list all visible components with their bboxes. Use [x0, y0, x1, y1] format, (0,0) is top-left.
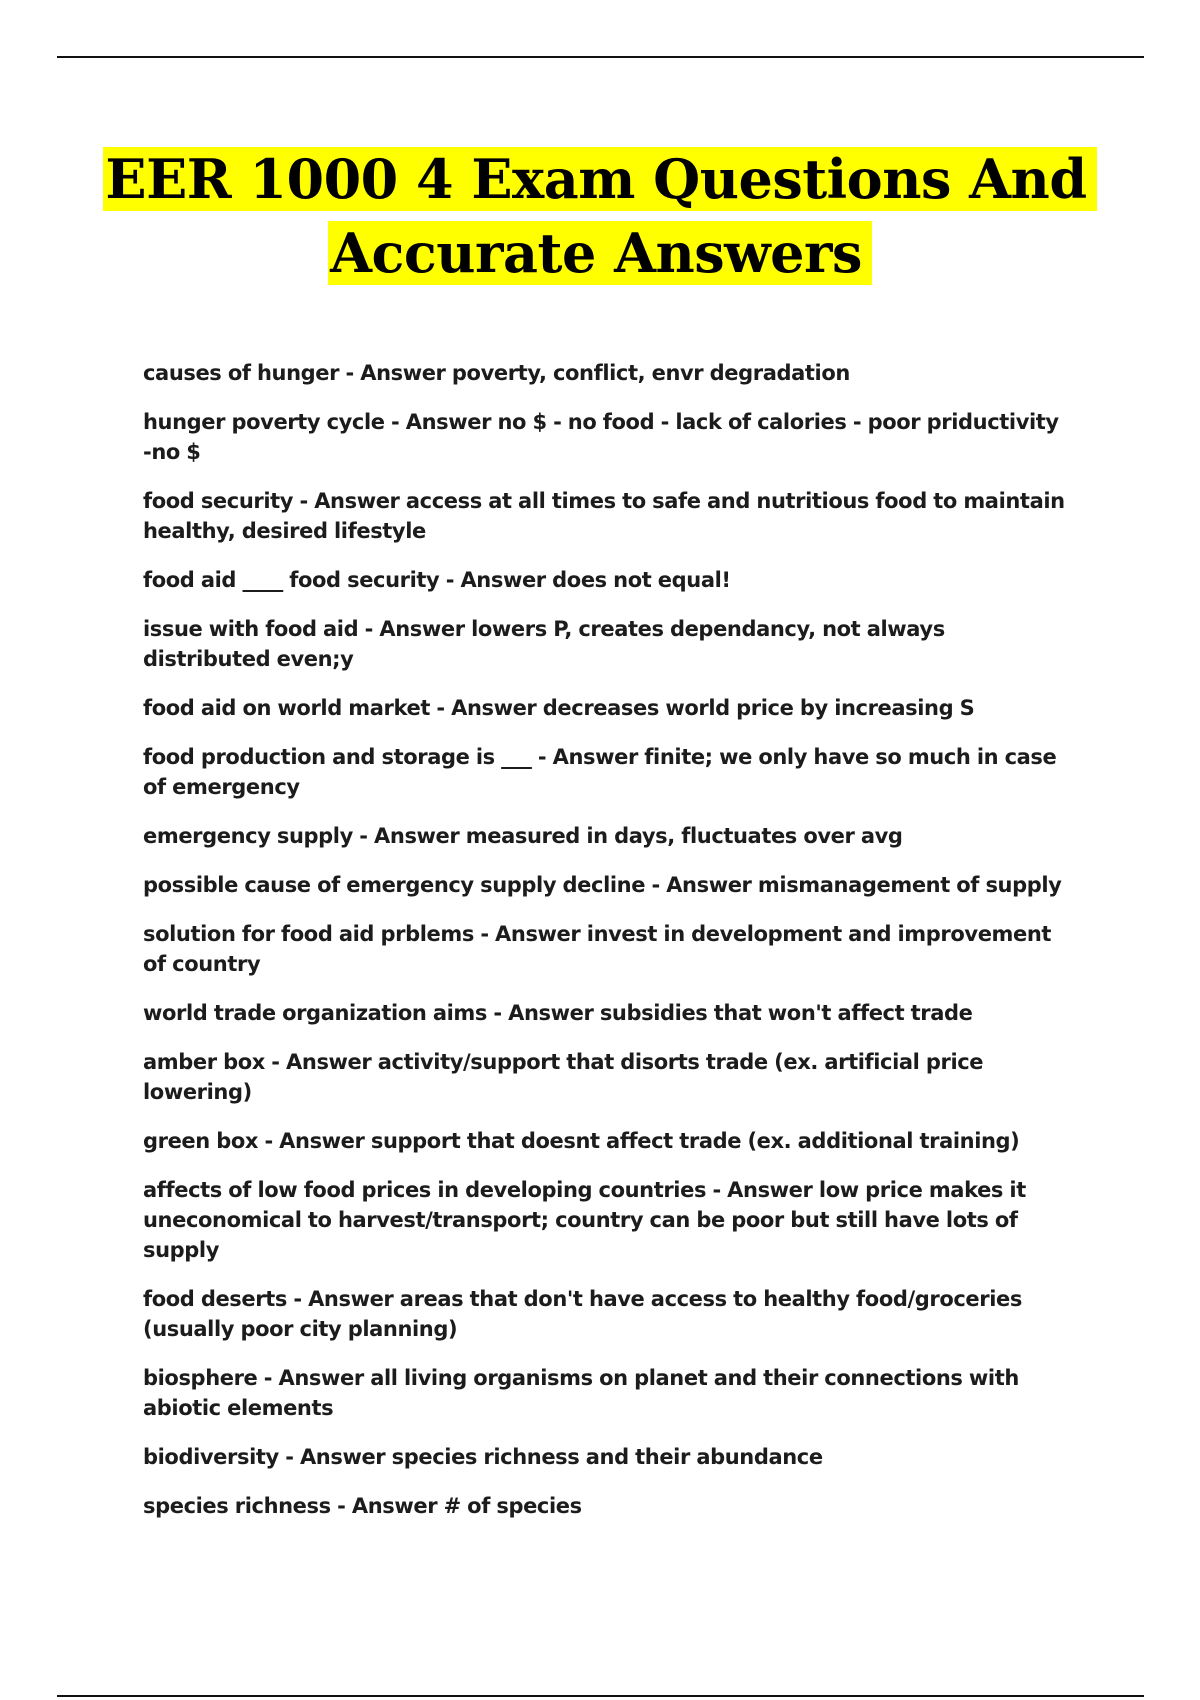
qa-item: affects of low food prices in developing countries - Answer low price makes it uneconomical to harvest/transport; country can be poor but still have lots of supply [143, 1178, 1026, 1262]
qa-item: species richness - Answer # of species [143, 1494, 582, 1518]
qa-item: causes of hunger - Answer poverty, conflict, envr degradation [143, 361, 850, 385]
qa-item: food production and storage is ___ - Answer finite; we only have so much in case of emergency [143, 745, 1057, 799]
qa-item: biosphere - Answer all living organisms on planet and their connections with abiotic elements [143, 1366, 1019, 1420]
title-line-1: EER 1000 4 Exam Questions And [95, 142, 1104, 216]
qa-item: issue with food aid - Answer lowers P, creates dependancy, not always distributed even;y [143, 617, 945, 671]
qa-item: food aid on world market - Answer decreases world price by increasing S [143, 696, 975, 720]
qa-item: solution for food aid prblems - Answer invest in development and improvement of country [143, 922, 1052, 976]
document-title [0, 142, 1200, 290]
bottom-rule [57, 1695, 1144, 1697]
qa-item: food aid ____ food security - Answer does not equal! [143, 568, 731, 592]
qa-item: world trade organization aims - Answer subsidies that won't affect trade [143, 1001, 973, 1025]
qa-item: emergency supply - Answer measured in days, fluctuates over avg [143, 824, 903, 848]
title-line-2: Accurate Answers [320, 216, 880, 290]
qa-item: green box - Answer support that doesnt affect trade (ex. additional training) [143, 1129, 1020, 1153]
qa-list [143, 358, 1073, 1540]
qa-item: amber box - Answer activity/support that disorts trade (ex. artificial price lowering) [143, 1050, 984, 1104]
qa-item: food security - Answer access at all times to safe and nutritious food to maintain healthy, desired lifestyle [143, 489, 1065, 543]
top-rule [57, 56, 1144, 58]
qa-item: hunger poverty cycle - Answer no $ - no food - lack of calories - poor priductivity -no $ [143, 410, 1059, 464]
qa-item: food deserts - Answer areas that don't have access to healthy food/groceries (usually poor city planning) [143, 1287, 1022, 1341]
qa-item: biodiversity - Answer species richness and their abundance [143, 1445, 823, 1469]
qa-item: possible cause of emergency supply decline - Answer mismanagement of supply [143, 873, 1062, 897]
